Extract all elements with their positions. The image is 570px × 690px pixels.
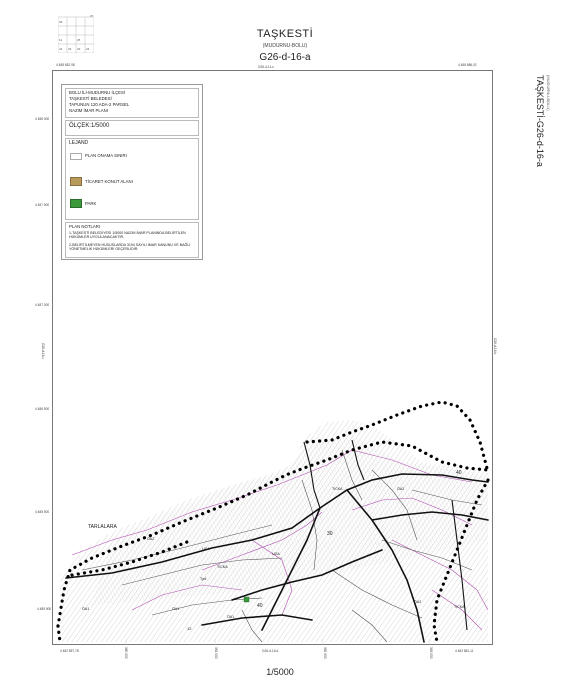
legend-note: 2-BELİRTİLMEYEN HUSUSLARDA 3194 SAYILI İMAR KANUNU VE BAĞLI YÖNETMELİK HÜKÜMLERİ GEÇERLİDİR. [69,243,191,252]
zone-label: UGA [272,552,280,556]
zone-label: ÖA1 [227,615,235,619]
legend-notes-title: PLAN NOTLARI [69,224,101,229]
coord-left: 4 487 500 [35,203,50,207]
legend-item-label: PLAN ONAMA SINIRI [85,153,127,158]
index-num: 25 [77,38,81,42]
legend-item-label: TİCARET KONUT ALANI [85,179,133,184]
map-subtitle: (MUDURNU-BOLU) [262,43,308,49]
legend-items-box [65,138,199,220]
index-num: 36 [59,20,63,24]
zone-label: TİCKA [217,565,228,569]
legend-swatch-boundary [70,153,82,160]
legend-address-line: NAZIM İMAR PLANI [69,108,108,113]
sheet-code-right: G26-d-16-b [493,338,497,355]
place-label: TARLALARA [88,524,117,530]
coord-top-left: 4 488 652,98 [56,63,75,67]
road-label: 12 [187,626,192,631]
zone-label: ÖA1 [172,607,180,611]
park-area [244,597,249,602]
coord-bottom: 382 000 [323,647,327,659]
index-num: 24 [86,47,90,51]
sheet-code-top: G26-d-11-c [258,65,274,69]
index-num: 11 [59,38,63,42]
legend-note: 1-TAŞKESTİ BELEDİYESİ 1/5000 NAZIM İMAR PLANINDA BELİRTİLEN HÜKÜMLER UYGULANACAKTIR. [69,231,186,240]
legend-address-line: TAPUNUN 120 ADA-2 PARSEL [69,102,130,107]
zone-label: UGA [202,547,210,551]
coord-top-right: 4 488 686,02 [458,63,477,67]
coord-left: 4 488 000 [35,117,50,121]
road-label: 40 [257,603,263,609]
sheet-code: G26-d-16-a [259,52,311,63]
legend-swatch-commercial [70,177,82,186]
legend-title: LEJAND [69,140,89,146]
side-label-title: TAŞKESTİ-G26-d-16-a [535,75,545,167]
legend-notes-box [65,222,199,258]
zone-label: TİCKA [454,605,465,609]
legend-scale-box [65,120,199,136]
coord-bottom: 380 000 [124,647,128,659]
road-label: 30 [327,531,333,537]
zone-label: ÖA1 [82,607,90,611]
coord-bottom: 381 000 [214,647,218,659]
index-num: 41 [59,47,63,51]
road-label: 40 [456,470,462,476]
coord-bottom-left: 4 482 857,78 [60,649,79,653]
legend-address-box [65,88,199,118]
coord-left: 4 485 500 [37,607,52,611]
side-label [535,75,555,195]
zone-label: ÖA2 [397,487,405,491]
legend-address-line: TAŞKESTİ BELEDESİ [69,96,112,101]
sheet-code-bottom: G26-d-16-d [262,649,279,653]
sheet-code-left: G26-d-16-c [41,343,45,360]
index-num: 22 [68,47,72,51]
coord-left: 4 486 500 [35,407,50,411]
coord-left: 4 485 500 [35,510,50,514]
coord-bottom-right: 4 482 881,11 [455,649,474,653]
zone-label: Tpd [200,577,207,581]
zone-label: TİCKA [332,487,343,491]
footer-scale: 1/5000 [266,667,294,677]
map-title: TAŞKESTİ [256,28,314,40]
index-num: 37 [90,15,94,18]
legend-swatch-park [70,199,82,208]
coord-left: 4 487 000 [35,303,50,307]
legend-scale: ÖLÇEK:1/5000 [69,123,110,129]
coord-bottom: 383 000 [429,647,433,659]
legend-address-line: BOLU İLİ-MUDURNU İLÇESİ [69,90,126,95]
zone-label: ÖA2 [414,600,422,604]
legend-panel [61,84,203,260]
side-label-subtitle: (MUDURNU-BOLU) [546,75,551,111]
legend-item-label: PARK [85,201,97,206]
zone-label: ÖA2 [147,537,155,541]
index-num: 23 [77,47,81,51]
